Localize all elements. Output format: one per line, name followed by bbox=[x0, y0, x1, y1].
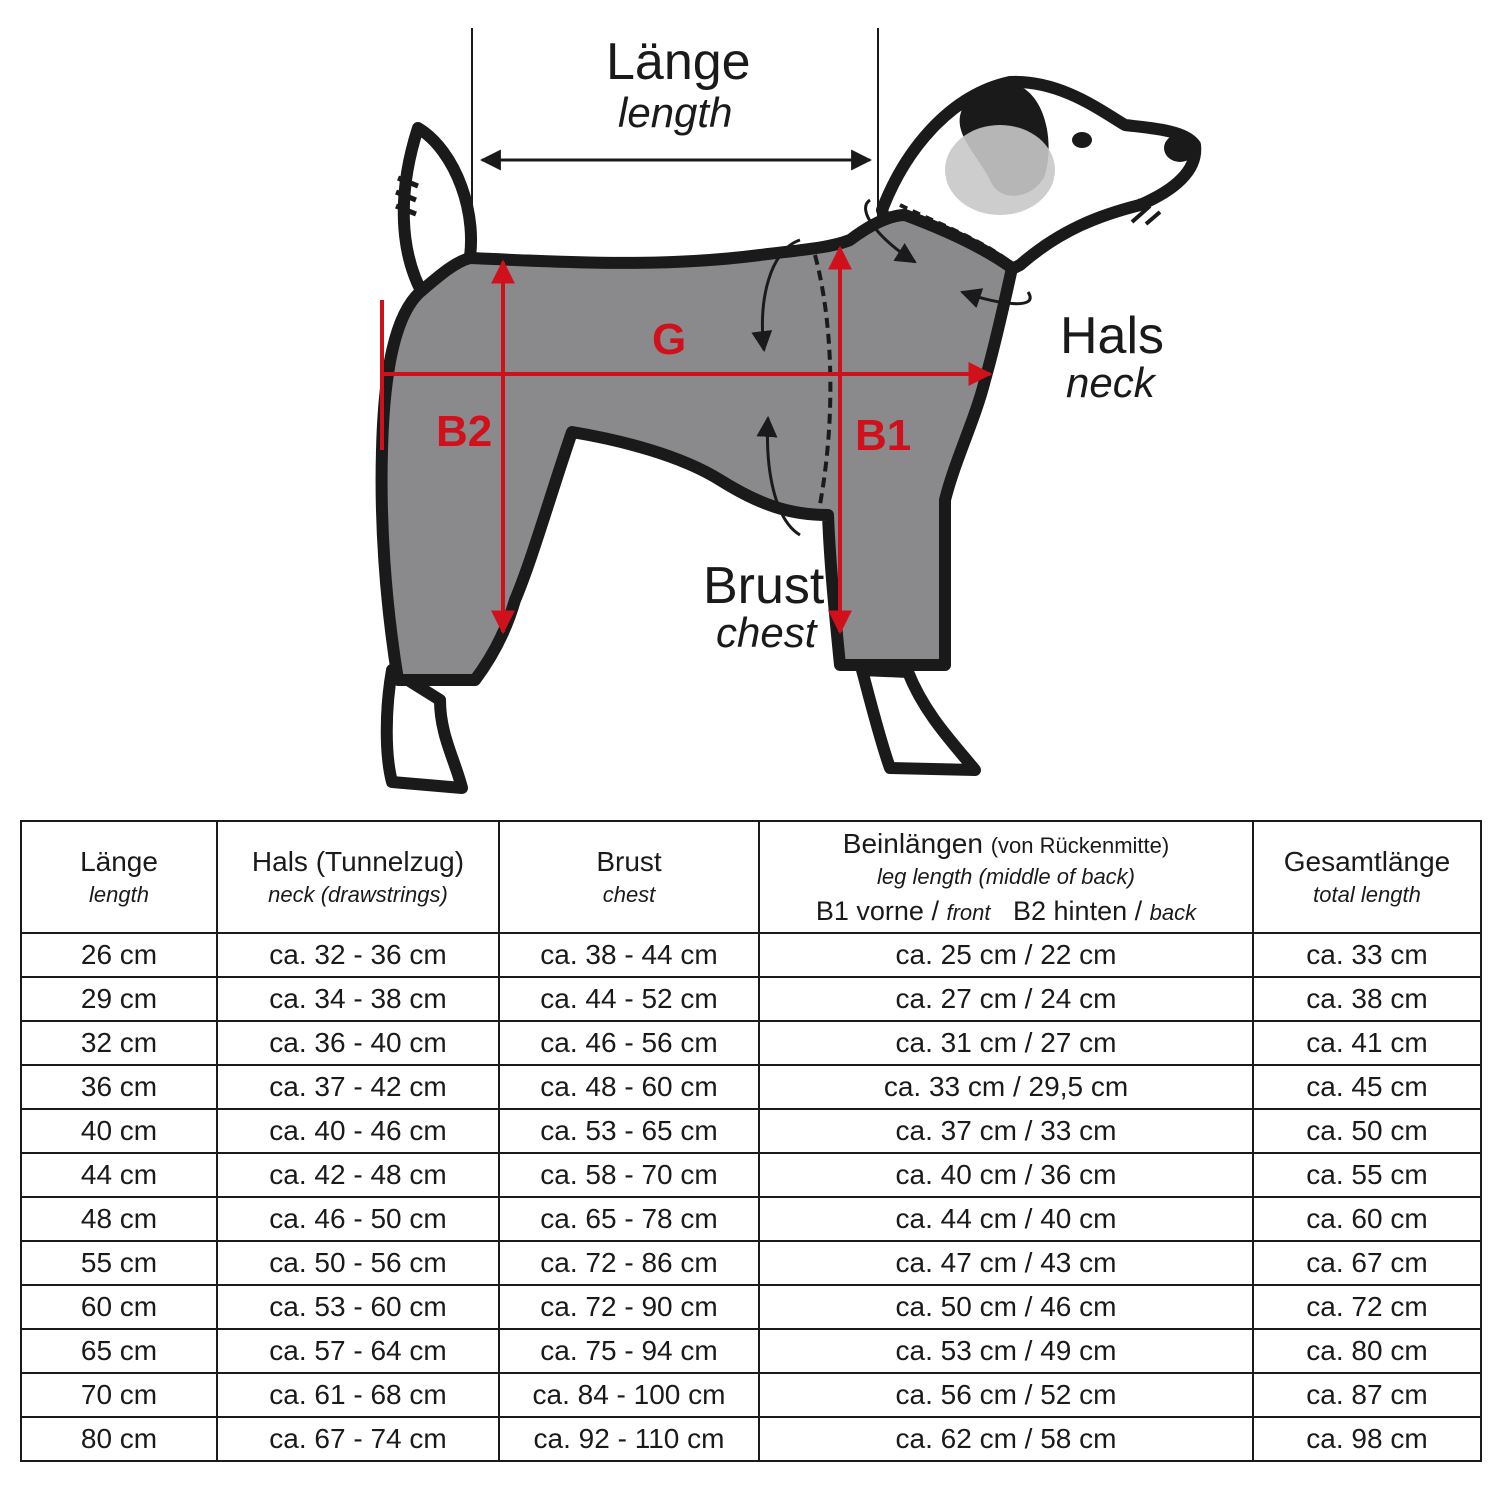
cell-length: 44 cm bbox=[21, 1153, 217, 1197]
cell-length: 48 cm bbox=[21, 1197, 217, 1241]
cell-leg-length: ca. 62 cm / 58 cm bbox=[759, 1417, 1253, 1461]
cell-neck: ca. 53 - 60 cm bbox=[217, 1285, 499, 1329]
cell-total-length: ca. 87 cm bbox=[1253, 1373, 1481, 1417]
cell-total-length: ca. 33 cm bbox=[1253, 933, 1481, 977]
cell-leg-length: ca. 37 cm / 33 cm bbox=[759, 1109, 1253, 1153]
cell-neck: ca. 42 - 48 cm bbox=[217, 1153, 499, 1197]
table-row bbox=[21, 933, 1481, 977]
cell-neck: ca. 46 - 50 cm bbox=[217, 1197, 499, 1241]
cell-leg-length: ca. 31 cm / 27 cm bbox=[759, 1021, 1253, 1065]
cell-total-length: ca. 50 cm bbox=[1253, 1109, 1481, 1153]
table-header-row bbox=[21, 821, 1481, 933]
cell-leg-length: ca. 47 cm / 43 cm bbox=[759, 1241, 1253, 1285]
cell-leg-length: ca. 56 cm / 52 cm bbox=[759, 1373, 1253, 1417]
cell-chest: ca. 38 - 44 cm bbox=[499, 933, 759, 977]
cell-neck: ca. 61 - 68 cm bbox=[217, 1373, 499, 1417]
cell-neck: ca. 57 - 64 cm bbox=[217, 1329, 499, 1373]
cell-total-length: ca. 38 cm bbox=[1253, 977, 1481, 1021]
header-total-length: Gesamtlänge total length bbox=[1253, 821, 1481, 933]
cell-total-length: ca. 80 cm bbox=[1253, 1329, 1481, 1373]
cell-chest: ca. 72 - 86 cm bbox=[499, 1241, 759, 1285]
cell-leg-length: ca. 50 cm / 46 cm bbox=[759, 1285, 1253, 1329]
cell-chest: ca. 46 - 56 cm bbox=[499, 1021, 759, 1065]
cell-leg-length: ca. 40 cm / 36 cm bbox=[759, 1153, 1253, 1197]
cell-length: 65 cm bbox=[21, 1329, 217, 1373]
neck-label-de: Hals bbox=[1060, 307, 1165, 365]
cell-length: 70 cm bbox=[21, 1373, 217, 1417]
cell-neck: ca. 50 - 56 cm bbox=[217, 1241, 499, 1285]
cell-neck: ca. 34 - 38 cm bbox=[217, 977, 499, 1021]
cell-neck: ca. 36 - 40 cm bbox=[217, 1021, 499, 1065]
cell-leg-length: ca. 33 cm / 29,5 cm bbox=[759, 1065, 1253, 1109]
cell-length: 40 cm bbox=[21, 1109, 217, 1153]
table-row bbox=[21, 1241, 1481, 1285]
cell-leg-length: ca. 53 cm / 49 cm bbox=[759, 1329, 1253, 1373]
cell-chest: ca. 44 - 52 cm bbox=[499, 977, 759, 1021]
table-row bbox=[21, 977, 1481, 1021]
cell-leg-length: ca. 25 cm / 22 cm bbox=[759, 933, 1253, 977]
g-label: G bbox=[652, 315, 687, 364]
b1-label: B1 bbox=[855, 411, 912, 460]
length-label-de: Länge bbox=[606, 33, 751, 91]
front-paw bbox=[862, 670, 975, 770]
cell-neck: ca. 32 - 36 cm bbox=[217, 933, 499, 977]
cell-total-length: ca. 45 cm bbox=[1253, 1065, 1481, 1109]
table-row bbox=[21, 1285, 1481, 1329]
cell-chest: ca. 65 - 78 cm bbox=[499, 1197, 759, 1241]
cell-total-length: ca. 60 cm bbox=[1253, 1197, 1481, 1241]
cell-length: 55 cm bbox=[21, 1241, 217, 1285]
header-leg-length: Beinlängen (von Rückenmitte) leg length (middle of back) B1 vorne / front B2 hinten / back bbox=[759, 821, 1253, 933]
cell-length: 29 cm bbox=[21, 977, 217, 1021]
cell-length: 26 cm bbox=[21, 933, 217, 977]
cell-neck: ca. 40 - 46 cm bbox=[217, 1109, 499, 1153]
table-row bbox=[21, 1197, 1481, 1241]
cell-total-length: ca. 98 cm bbox=[1253, 1417, 1481, 1461]
neck-label-en: neck bbox=[1066, 359, 1155, 406]
header-length: Länge length bbox=[21, 821, 217, 933]
cell-leg-length: ca. 44 cm / 40 cm bbox=[759, 1197, 1253, 1241]
header-chest: Brust chest bbox=[499, 821, 759, 933]
cell-chest: ca. 75 - 94 cm bbox=[499, 1329, 759, 1373]
cell-chest: ca. 48 - 60 cm bbox=[499, 1065, 759, 1109]
header-neck: Hals (Tunnelzug) neck (drawstrings) bbox=[217, 821, 499, 933]
table-row bbox=[21, 1417, 1481, 1461]
table-row bbox=[21, 1021, 1481, 1065]
length-label-en: length bbox=[618, 89, 733, 136]
table-row bbox=[21, 1329, 1481, 1373]
cell-total-length: ca. 67 cm bbox=[1253, 1241, 1481, 1285]
cell-neck: ca. 67 - 74 cm bbox=[217, 1417, 499, 1461]
cell-total-length: ca. 55 cm bbox=[1253, 1153, 1481, 1197]
cell-neck: ca. 37 - 42 cm bbox=[217, 1065, 499, 1109]
cell-chest: ca. 84 - 100 cm bbox=[499, 1373, 759, 1417]
size-table bbox=[20, 820, 1482, 1462]
b2-label: B2 bbox=[436, 407, 493, 456]
hind-paw bbox=[387, 670, 462, 788]
cell-length: 36 cm bbox=[21, 1065, 217, 1109]
table-row bbox=[21, 1065, 1481, 1109]
cell-length: 32 cm bbox=[21, 1021, 217, 1065]
cell-leg-length: ca. 27 cm / 24 cm bbox=[759, 977, 1253, 1021]
chest-label-de: Brust bbox=[703, 557, 825, 615]
chest-label-en: chest bbox=[716, 609, 817, 656]
table-row bbox=[21, 1109, 1481, 1153]
table-row bbox=[21, 1373, 1481, 1417]
cell-chest: ca. 58 - 70 cm bbox=[499, 1153, 759, 1197]
cell-chest: ca. 53 - 65 cm bbox=[499, 1109, 759, 1153]
cell-total-length: ca. 72 cm bbox=[1253, 1285, 1481, 1329]
cell-chest: ca. 72 - 90 cm bbox=[499, 1285, 759, 1329]
cell-total-length: ca. 41 cm bbox=[1253, 1021, 1481, 1065]
table-row bbox=[21, 1153, 1481, 1197]
cell-length: 60 cm bbox=[21, 1285, 217, 1329]
cell-chest: ca. 92 - 110 cm bbox=[499, 1417, 759, 1461]
cell-length: 80 cm bbox=[21, 1417, 217, 1461]
